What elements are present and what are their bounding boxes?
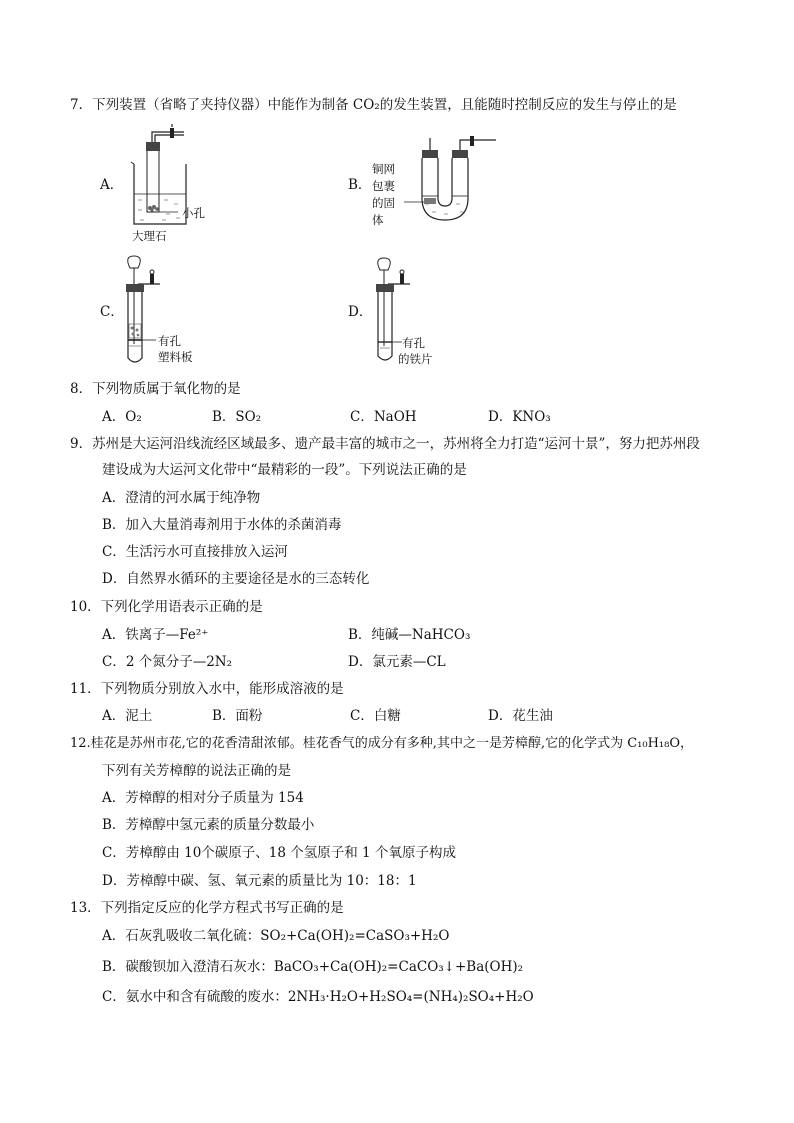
q10-stem: 10．下列化学用语表示正确的是 <box>70 599 263 615</box>
q12-option-b: B．芳樟醇中氢元素的质量分数最小 <box>102 817 315 833</box>
q7-b-label-3: 的固 <box>372 196 395 210</box>
q9-stem-line1: 9．苏州是大运河沿线流经区域最多、遗产最丰富的城市之一，苏州将全力打造“运河十景”，努力把苏州段 <box>70 436 700 452</box>
q11-option-c: C．白糖 <box>350 708 401 724</box>
q8-option-c: C．NaOH <box>350 409 417 425</box>
q10-option-c: C．2 个氮分子—2N₂ <box>102 654 233 670</box>
q8-option-b: B．SO₂ <box>212 409 262 425</box>
q11-option-b: B．面粉 <box>212 708 263 724</box>
q8-option-a: A．O₂ <box>102 409 142 425</box>
q9-option-d: D．自然界水循环的主要途径是水的三态转化 <box>102 571 370 587</box>
q12-stem-line1: 12.桂花是苏州市花,它的花香清甜浓郁。桂花香气的成分有多种,其中之一是芳樟醇,它的化学式为 C₁₀H₁₈O， <box>70 736 693 751</box>
q7-apparatus-a <box>126 124 226 244</box>
q12-option-d: D．芳樟醇中碳、氢、氧元素的质量比为 10：18：1 <box>102 873 417 889</box>
q10-option-a: A．铁离子—Fe²⁺ <box>102 627 209 643</box>
q11-option-d: D．花生油 <box>488 708 553 724</box>
q7-b-label-4: 体 <box>372 213 384 227</box>
q7-label-marble: 大理石 <box>132 229 167 243</box>
q7-c-label-2: 塑料板 <box>158 350 193 364</box>
q7-option-b-letter: B． <box>348 177 372 193</box>
q9-option-c: C．生活污水可直接排放入运河 <box>102 544 288 560</box>
q11-option-a: A．泥土 <box>102 708 153 724</box>
q7-label-hole: 小孔 <box>182 206 205 220</box>
q9-option-a: A．澄清的河水属于纯净物 <box>102 490 261 506</box>
q7-b-label-2: 包裹 <box>372 179 395 193</box>
q7-option-a-letter: A． <box>100 177 124 193</box>
q9-option-b: B．加入大量消毒剂用于水体的杀菌消毒 <box>102 517 342 533</box>
q13-option-b: B．碳酸钡加入澄清石灰水：BaCO₃+Ca(OH)₂=CaCO₃↓+Ba(OH)₂ <box>102 959 524 975</box>
q12-stem-line2: 下列有关芳樟醇的说法正确的是 <box>102 763 291 779</box>
q10-option-b: B．纯碱—NaHCO₃ <box>348 627 471 643</box>
q7-stem: 7．下列装置（省略了夹持仪器）中能作为制备 CO₂的发生装置，且能随时控制反应的发生与停止的是 <box>70 97 677 113</box>
q12-option-c: C．芳樟醇由 10个碳原子、18 个氢原子和 1 个氧原子构成 <box>102 845 456 861</box>
q12-option-a: A．芳樟醇的相对分子质量为 154 <box>102 790 304 806</box>
q7-c-label-1: 有孔 <box>158 334 181 348</box>
q7-d-label-1: 有孔 <box>402 336 425 350</box>
q7-option-d-letter: D． <box>348 304 373 320</box>
q8-stem: 8．下列物质属于氧化物的是 <box>70 381 241 397</box>
q7-b-label-1: 铜网 <box>372 162 395 176</box>
q13-option-a: A．石灰乳吸收二氧化硫：SO₂+Ca(OH)₂=CaSO₃+H₂O <box>102 928 450 944</box>
q7-d-label-2: 的铁片 <box>398 352 433 366</box>
q8-option-d: D．KNO₃ <box>488 409 551 425</box>
q9-stem-line2: 建设成为大运河文化带中“最精彩的一段”。下列说法正确的是 <box>102 462 467 478</box>
q7-apparatus-b <box>404 134 500 230</box>
q13-stem: 13．下列指定反应的化学方程式书写正确的是 <box>70 900 344 916</box>
q7-option-c-letter: C． <box>100 304 124 320</box>
q10-option-d: D．氯元素—CL <box>348 654 446 670</box>
q11-stem: 11．下列物质分别放入水中，能形成溶液的是 <box>70 681 344 697</box>
q13-option-c: C．氨水中和含有硫酸的废水：2NH₃·H₂O+H₂SO₄=(NH₄)₂SO₄+H₂O <box>102 989 534 1005</box>
